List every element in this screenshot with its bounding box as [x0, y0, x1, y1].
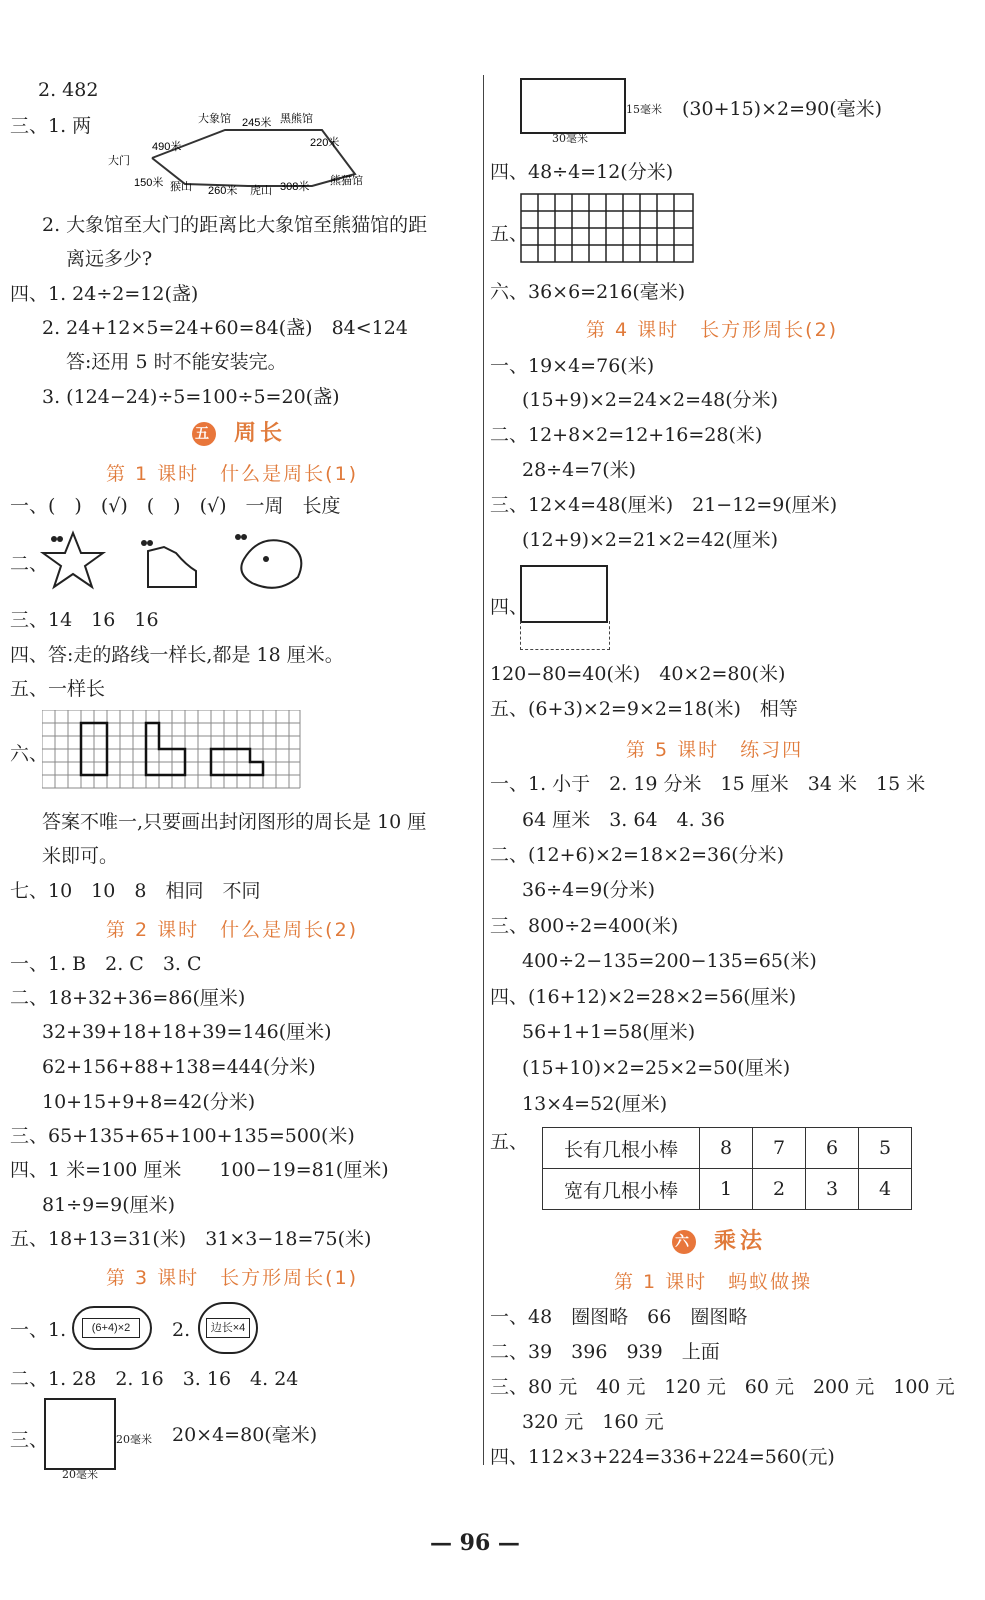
answer-line: 四、: [490, 596, 529, 618]
answer-line: 四、1. 24÷2=12(盏): [10, 283, 199, 305]
answer-line: 三、800÷2=400(米): [490, 915, 679, 937]
map-label-monkey: 猴山: [170, 181, 192, 193]
answer-line: 120−80=40(米) 40×2=80(米): [490, 663, 786, 685]
ant-icon: [235, 534, 241, 540]
answer-line: 四、(16+12)×2=28×2=56(厘米): [490, 986, 797, 1008]
table-cell: 长有几根小棒: [543, 1128, 700, 1169]
unit-number-badge: 五: [192, 422, 216, 446]
answer-line: 三、: [10, 1429, 49, 1451]
unit-title: 乘法: [714, 1229, 767, 1254]
table-cell: 8: [700, 1128, 753, 1169]
shape-figures: [36, 525, 316, 595]
boot-shape: [148, 547, 196, 587]
rect-bottom-label: 30毫米: [552, 132, 588, 145]
map-label-panda: 熊猫馆: [330, 175, 363, 187]
table-cell: 7: [753, 1128, 806, 1169]
map-label-d260: 260米: [208, 185, 238, 197]
answer-line: 答:还用 5 时不能安装完。: [66, 351, 287, 373]
ant-icon: [51, 536, 57, 542]
answer-line: 五、(6+3)×2=9×2=18(米) 相等: [490, 698, 798, 720]
zoo-route-map: [100, 108, 390, 200]
rectangle-figure: [520, 565, 608, 623]
table-cell: 5: [859, 1128, 912, 1169]
bird-shape: [241, 540, 301, 588]
answer-line: 20×4=80(毫米): [172, 1424, 318, 1446]
oval-formula: 边长×4: [206, 1318, 250, 1338]
unit-title: 周长: [234, 421, 287, 446]
answer-line: (30+15)×2=90(毫米): [682, 98, 883, 120]
answer-line: 三、1. 两: [10, 115, 92, 137]
grid-drawing: [42, 710, 302, 792]
answer-line: 32+39+18+18+39=146(厘米): [42, 1021, 332, 1043]
answer-line: 二、12+8×2=12+16=28(米): [490, 424, 763, 446]
square-side-label: 20毫米: [116, 1433, 152, 1446]
table-cell: 2: [753, 1169, 806, 1210]
answer-line: 2. 大象馆至大门的距离比大象馆至熊猫馆的距: [42, 214, 428, 236]
answer-line: 一、1.: [10, 1319, 67, 1341]
answer-line: 36÷4=9(分米): [522, 879, 656, 901]
answer-line: 13×4=52(厘米): [522, 1093, 668, 1115]
unit-heading: [672, 1230, 766, 1254]
dashed-extension: [520, 621, 610, 650]
answer-line: 56+1+1=58(厘米): [522, 1021, 696, 1043]
column-divider: [483, 75, 484, 1465]
answer-line: 四、48÷4=12(分米): [490, 161, 674, 183]
answer-line: 64 厘米 3. 64 4. 36: [522, 809, 725, 831]
table-cell: 6: [806, 1128, 859, 1169]
answer-line: 一、( ) (√) ( ) (√) 一周 长度: [10, 495, 341, 517]
answer-line: 二、(12+6)×2=18×2=36(分米): [490, 844, 785, 866]
answer-line: 二、1. 28 2. 16 3. 16 4. 24: [10, 1368, 299, 1390]
answer-line: 三、14 16 16: [10, 609, 159, 631]
answer-line: 一、48 圈图略 66 圈图略: [490, 1306, 748, 1328]
answer-line: 2. 482: [38, 79, 99, 101]
answer-line: 2.: [172, 1319, 191, 1341]
map-label-d490: 490米: [152, 141, 182, 153]
answer-line: (12+9)×2=21×2=42(厘米): [522, 529, 779, 551]
map-label-d220: 220米: [310, 137, 340, 149]
answer-line: 320 元 160 元: [522, 1411, 664, 1433]
answer-line: 六、36×6=216(毫米): [490, 281, 686, 303]
answer-line: 三、65+135+65+100+135=500(米): [10, 1125, 355, 1147]
lesson-heading: 第 1 课时 什么是周长(1): [106, 463, 359, 485]
map-label-gate: 大门: [108, 155, 130, 167]
answer-line: 28÷4=7(米): [522, 459, 637, 481]
lesson-heading: 第 4 课时 长方形周长(2): [586, 319, 839, 341]
answer-line: 二、18+32+36=86(厘米): [10, 987, 246, 1009]
answer-line: 一、19×4=76(米): [490, 355, 655, 377]
answer-line: 400÷2−135=200−135=65(米): [522, 950, 817, 972]
answer-line: 四、答:走的路线一样长,都是 18 厘米。: [10, 644, 344, 666]
answer-line: 二、39 396 939 上面: [490, 1341, 720, 1363]
answer-line: 七、10 10 8 相同 不同: [10, 880, 261, 902]
answer-line: 四、1 米=100 厘米 100−19=81(厘米): [10, 1159, 389, 1181]
answer-line: 一、1. B 2. C 3. C: [10, 953, 202, 975]
answer-line: 3. (124−24)÷5=100÷5=20(盏): [42, 386, 340, 408]
table-cell: 3: [806, 1169, 859, 1210]
square-figure: [44, 1398, 116, 1470]
table-cell: 宽有几根小棒: [543, 1169, 700, 1210]
answer-line: 五、: [490, 1131, 529, 1153]
answer-line: 一、1. 小于 2. 19 分米 15 厘米 34 米 15 米: [490, 773, 926, 795]
answer-line: 米即可。: [42, 845, 119, 867]
unit-number-badge: 六: [672, 1230, 696, 1254]
square-bottom-label: 20毫米: [62, 1468, 98, 1481]
answer-line: 62+156+88+138=444(分米): [42, 1056, 316, 1078]
page-number: — 96 —: [430, 1530, 520, 1556]
answer-line: 10+15+9+8=42(分米): [42, 1091, 256, 1113]
map-label-d308: 308米: [280, 181, 310, 193]
lesson-heading: 第 1 课时 蚂蚁做操: [614, 1271, 813, 1293]
answer-line: 2. 24+12×5=24+60=84(盏) 84<124: [42, 317, 408, 339]
answer-line: 三、12×4=48(厘米) 21−12=9(厘米): [490, 494, 838, 516]
rods-table: [542, 1127, 912, 1210]
table-cell: 4: [859, 1169, 912, 1210]
answer-line: 五、一样长: [10, 678, 106, 700]
answer-line: (15+10)×2=25×2=50(厘米): [522, 1057, 791, 1079]
map-label-d245: 245米: [242, 117, 272, 129]
lesson-heading: 第 2 课时 什么是周长(2): [106, 919, 359, 941]
oval-formula: (6+4)×2: [82, 1318, 140, 1338]
answer-line: 81÷9=9(厘米): [42, 1194, 176, 1216]
answer-line: 六、: [10, 743, 49, 765]
answer-line: 五、18+13=31(米) 31×3−18=75(米): [10, 1228, 372, 1250]
ant-icon: [141, 540, 147, 546]
table-cell: 1: [700, 1169, 753, 1210]
oval-answer-1: [72, 1306, 152, 1350]
map-label-d150: 150米: [134, 177, 164, 189]
table-row: [543, 1169, 912, 1210]
rectangle-figure: [520, 78, 626, 134]
answer-line: 三、80 元 40 元 120 元 60 元 200 元 100 元: [490, 1376, 955, 1398]
map-label-elephant: 大象馆: [198, 113, 231, 125]
lesson-heading: 第 5 课时 练习四: [626, 739, 804, 761]
table-row: [543, 1128, 912, 1169]
oval-answer-2: [198, 1302, 258, 1354]
answer-line: 四、112×3+224=336+224=560(元): [490, 1446, 835, 1468]
unit-heading: [192, 422, 286, 446]
answer-line: (15+9)×2=24×2=48(分米): [522, 389, 779, 411]
grid-figure: [520, 193, 696, 265]
answer-line: 答案不唯一,只要画出封闭图形的周长是 10 厘: [42, 811, 427, 833]
lesson-heading: 第 3 课时 长方形周长(1): [106, 1267, 359, 1289]
map-label-bear: 黑熊馆: [280, 113, 313, 125]
answer-line: 二、: [10, 553, 49, 575]
map-label-tiger: 虎山: [250, 185, 272, 197]
answer-line: 五、: [490, 223, 529, 245]
rect-side-label: 15毫米: [626, 103, 662, 116]
answer-line: 离远多少?: [66, 248, 153, 270]
